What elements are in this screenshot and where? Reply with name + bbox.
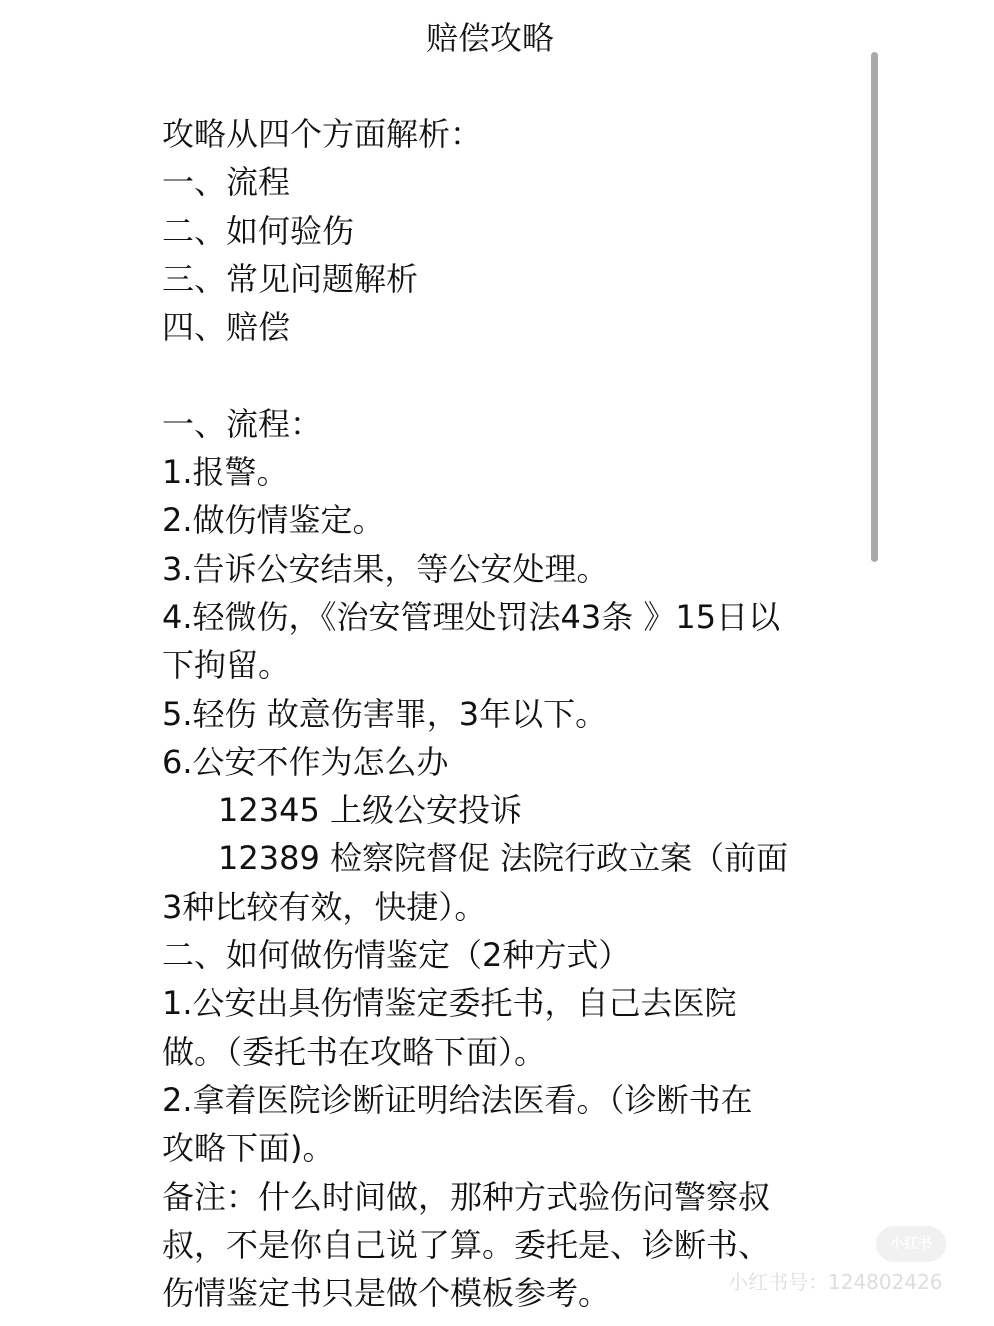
text-line: 2.做伤情鉴定。	[162, 501, 385, 540]
text-line: 四、赔偿	[162, 308, 291, 347]
text-line: 12345 上级公安投诉	[218, 791, 522, 830]
text-line: 1.报警。	[162, 453, 289, 492]
vertical-scrollbar[interactable]	[871, 52, 878, 562]
text-line: 6.公安不作为怎么办	[162, 742, 449, 781]
text-line: 4.轻微伤，《治安管理处罚法43条 》15日以	[162, 597, 781, 636]
text-line: 2.拿着医院诊断证明给法医看。（诊断书在	[162, 1080, 753, 1119]
text-line: 12389 检察院督促 法院行政立案（前面	[218, 839, 789, 878]
document-body	[162, 110, 842, 1317]
text-line: 做。（委托书在攻略下面）。	[162, 1032, 547, 1071]
text-line: 3种比较有效，快捷）。	[162, 887, 487, 926]
text-line: 二、如何做伤情鉴定（2种方式）	[162, 936, 631, 975]
text-line: 叔，不是你自己说了算。委托是、诊断书、	[162, 1225, 771, 1264]
text-line: 备注：什么时间做，那种方式验伤问警察叔	[162, 1177, 771, 1216]
watermark-logo: 小红书	[876, 1226, 946, 1262]
page-title: 赔偿攻略	[425, 19, 554, 57]
text-line: 一、流程	[162, 163, 291, 202]
text-line: 二、如何验伤	[162, 211, 355, 250]
text-line: 5.轻伤 故意伤害罪，3年以下。	[162, 694, 608, 733]
text-line: 3.告诉公安结果，等公安处理。	[162, 549, 609, 588]
text-line: 攻略下面)。	[162, 1129, 335, 1168]
text-line: 一、流程：	[162, 404, 323, 443]
text-line: 1.公安出具伤情鉴定委托书，自己去医院	[162, 984, 737, 1023]
text-line: 下拘留。	[162, 646, 291, 685]
text-line: 三、常见问题解析	[162, 259, 419, 298]
watermark-id: 小红书号：124802426	[728, 1270, 943, 1294]
blank-line	[162, 351, 842, 399]
text-line: 伤情鉴定书只是做个模板参考。	[162, 1274, 611, 1313]
text-line: 攻略从四个方面解析：	[162, 115, 483, 153]
